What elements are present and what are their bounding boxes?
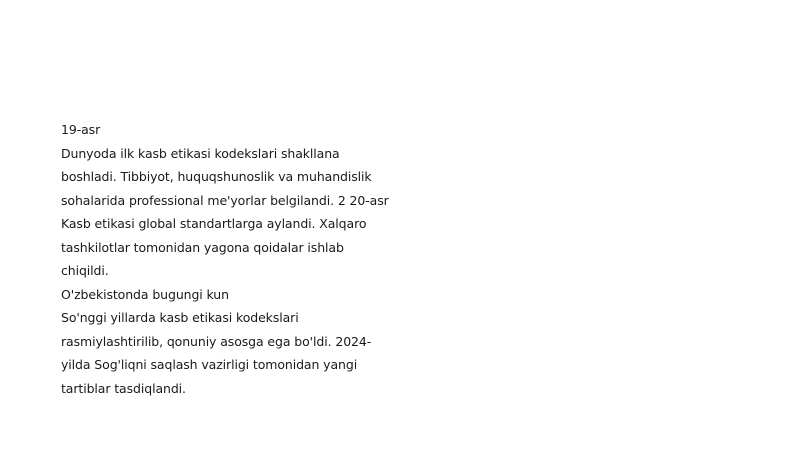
text-line: Dunyoda ilk kasb etikasi kodekslari shakllana bbox=[61, 145, 340, 161]
section-heading-19th-century: 19-asr bbox=[61, 122, 101, 137]
text-line: sohalarida professional me'yorlar belgilandi. 2 20-asr bbox=[61, 192, 389, 208]
text-line: rasmiylashtirilib, qonuniy asosga ega bo'ldi. 2024- bbox=[61, 333, 372, 349]
text-line: boshladi. Tibbiyot, huquqshunoslik va muhandislik bbox=[61, 169, 372, 184]
text-line: So'nggi yillarda kasb etikasi kodekslari bbox=[61, 310, 299, 325]
text-line: Kasb etikasi global standartlarga aylandi. Xalqaro bbox=[61, 216, 367, 231]
text-line: tashkilotlar tomonidan yagona qoidalar ishlab bbox=[61, 239, 344, 255]
text-line: yilda Sog'liqni saqlash vazirligi tomonidan yangi bbox=[61, 357, 358, 372]
text-line: tartiblar tasdiqlandi. bbox=[61, 380, 186, 396]
text-body bbox=[61, 118, 391, 400]
section-heading-uzbekistan-today: O'zbekistonda bugungi kun bbox=[61, 286, 229, 302]
text-line: chiqildi. bbox=[61, 263, 109, 278]
